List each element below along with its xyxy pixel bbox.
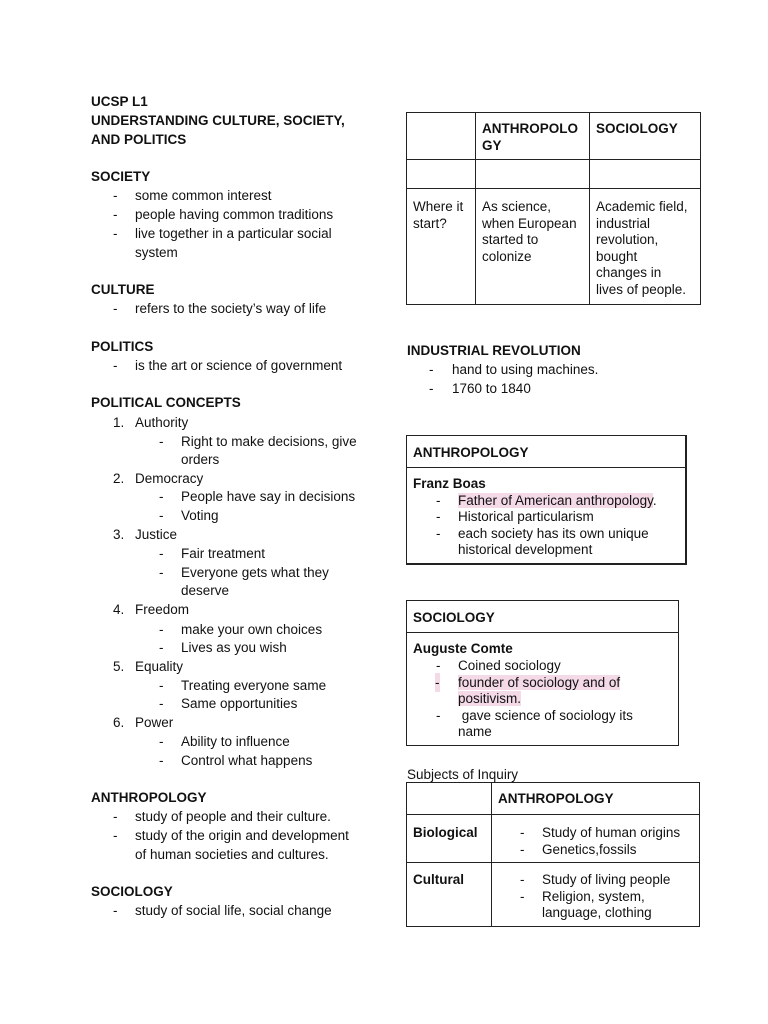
- concept-sub: make your own choices: [181, 622, 323, 637]
- politics-item: is the art or science of government: [135, 358, 343, 373]
- concept-sub: Lives as you wish: [181, 640, 287, 655]
- concept-number: 3.: [113, 527, 125, 542]
- concept-sub: Control what happens: [181, 753, 313, 768]
- concept-name: Freedom: [135, 602, 190, 617]
- bullet-dash: -: [159, 546, 164, 561]
- inquiry-caption: Subjects of Inquiry: [407, 767, 519, 782]
- empty-cell: [590, 160, 701, 189]
- sociology-box-item: Coined sociology: [458, 658, 561, 673]
- inquiry-item: [520, 842, 693, 859]
- sociology-box-item: gave science of sociology its: [458, 708, 633, 723]
- row-label-where-it-start: Where it start?: [407, 189, 476, 305]
- bullet-dash: -: [520, 841, 525, 857]
- inquiry-row-content: [492, 863, 700, 927]
- bullet-dash: -: [159, 734, 164, 749]
- inquiry-item-text: Genetics,fossils: [542, 841, 637, 857]
- concept-number: 2.: [113, 471, 125, 486]
- bullet-dash: -: [436, 526, 441, 541]
- highlighted-text: positivism.: [458, 691, 522, 706]
- inquiry-item: [520, 872, 693, 889]
- bullet-dash: -: [435, 675, 440, 690]
- inquiry-item-cont: [520, 905, 693, 922]
- society-heading: SOCIETY: [91, 169, 151, 184]
- bullet-dash: -: [159, 434, 164, 449]
- concept-name: Justice: [135, 527, 178, 542]
- concept-sub: Fair treatment: [181, 546, 266, 561]
- concept-sub: People have say in decisions: [181, 489, 356, 504]
- society-item: live together in a particular social: [135, 226, 332, 241]
- bullet-dash: -: [159, 696, 164, 711]
- anthropology-box-title: ANTHROPOLOGY: [407, 436, 685, 468]
- comparison-table: [406, 112, 701, 305]
- empty-cell: [476, 160, 590, 189]
- bullet-dash: -: [436, 493, 441, 508]
- anthropology-person: Franz Boas: [413, 476, 486, 491]
- inquiry-header-anthropology: ANTHROPOLOGY: [492, 783, 700, 815]
- inquiry-table: [406, 782, 700, 927]
- culture-item: refers to the society’s way of life: [135, 301, 327, 316]
- concept-sub: Same opportunities: [181, 696, 298, 711]
- concept-sub: Everyone gets what they: [181, 565, 329, 580]
- anthropology-box-item-cont: historical development: [458, 542, 593, 557]
- sociology-box: [406, 600, 679, 746]
- anthropology-start-cell: As science, when European started to colonize: [476, 189, 590, 305]
- bullet-dash: -: [113, 828, 118, 843]
- anthropology-box: [406, 435, 687, 565]
- sociology-start-cell: Academic field, industrial revolution, bought changes in lives of people.: [590, 189, 701, 305]
- trailing-period: .: [652, 493, 657, 508]
- bullet-dash: -: [429, 362, 434, 377]
- bullet-dash: -: [520, 888, 525, 904]
- concept-sub: Ability to influence: [181, 734, 290, 749]
- politics-heading: POLITICS: [91, 339, 154, 354]
- bullet-dash: -: [113, 358, 118, 373]
- header-sociology: SOCIOLOGY: [590, 113, 701, 160]
- inquiry-row-content: [492, 815, 700, 863]
- industrial-heading: INDUSTRIAL REVOLUTION: [407, 343, 581, 358]
- sociology-heading: SOCIOLOGY: [91, 884, 173, 899]
- society-item: some common interest: [135, 188, 272, 203]
- bullet-dash: -: [113, 226, 118, 241]
- sociology-box-item-cont: name: [458, 724, 492, 739]
- bullet-dash: -: [113, 188, 118, 203]
- doc-title-line2: AND POLITICS: [91, 132, 187, 147]
- anthropology-item: study of the origin and development: [135, 828, 349, 843]
- bullet-dash: -: [436, 509, 441, 524]
- bullet-dash: -: [520, 825, 525, 840]
- bullet-dash: -: [113, 301, 118, 316]
- doc-code: UCSP L1: [91, 94, 148, 109]
- culture-heading: CULTURE: [91, 282, 155, 297]
- inquiry-row-label: Biological: [407, 815, 492, 863]
- sociology-item: study of social life, social change: [135, 903, 332, 918]
- concept-number: 5.: [113, 659, 125, 674]
- inquiry-item: [520, 889, 693, 906]
- concept-sub: Treating everyone same: [181, 678, 327, 693]
- bullet-dash: -: [113, 207, 118, 222]
- anthropology-heading: ANTHROPOLOGY: [91, 790, 207, 805]
- bullet-dash: -: [159, 622, 164, 637]
- concept-name: Democracy: [135, 471, 204, 486]
- inquiry-item-text: Study of living people: [542, 872, 671, 887]
- header-anthropology: ANTHROPOLO GY: [476, 113, 590, 160]
- bullet-dash: -: [159, 678, 164, 693]
- inquiry-row-label: Cultural: [407, 863, 492, 927]
- concept-number: 1.: [113, 415, 125, 430]
- industrial-item: hand to using machines.: [452, 362, 599, 377]
- bullet-dash: -: [159, 489, 164, 504]
- inquiry-item: [520, 825, 693, 842]
- bullet-dash: -: [159, 565, 164, 580]
- concept-sub: Voting: [181, 508, 219, 523]
- bullet-dash: -: [159, 508, 164, 523]
- industrial-item: 1760 to 1840: [452, 381, 531, 396]
- society-item-cont: system: [135, 245, 178, 260]
- inquiry-item-text: language, clothing: [542, 905, 652, 920]
- concepts-heading: POLITICAL CONCEPTS: [91, 395, 241, 410]
- concept-sub-cont: deserve: [181, 583, 230, 598]
- sociology-person: Auguste Comte: [413, 641, 513, 656]
- doc-title-line1: UNDERSTANDING CULTURE, SOCIETY,: [91, 113, 345, 128]
- table-corner-cell: [407, 783, 492, 815]
- table-corner-cell: [407, 113, 476, 160]
- concept-name: Authority: [135, 415, 189, 430]
- bullet-dash: -: [113, 809, 118, 824]
- bullet-dash: -: [436, 658, 441, 673]
- concept-sub-cont: orders: [181, 452, 220, 467]
- concept-name: Equality: [135, 659, 184, 674]
- highlighted-text: founder of sociology and of: [458, 675, 621, 690]
- concept-number: 4.: [113, 602, 125, 617]
- concept-number: 6.: [113, 715, 125, 730]
- bullet-dash: -: [113, 903, 118, 918]
- sociology-box-title: SOCIOLOGY: [407, 601, 678, 633]
- anthropology-item-cont: of human societies and cultures.: [135, 847, 329, 862]
- inquiry-item-text: Religion, system,: [542, 888, 645, 904]
- concept-sub: Right to make decisions, give: [181, 434, 357, 449]
- bullet-dash: -: [159, 640, 164, 655]
- society-item: people having common traditions: [135, 207, 334, 222]
- anthropology-box-item: Historical particularism: [458, 509, 594, 524]
- bullet-dash: -: [436, 708, 441, 723]
- concept-name: Power: [135, 715, 174, 730]
- anthropology-item: study of people and their culture.: [135, 809, 331, 824]
- empty-cell: [407, 160, 476, 189]
- anthropology-box-item: each society has its own unique: [458, 526, 649, 541]
- inquiry-item-text: Study of human origins: [542, 825, 681, 840]
- bullet-dash: -: [159, 753, 164, 768]
- highlighted-text: Father of American anthropology: [458, 493, 653, 508]
- bullet-dash: -: [520, 872, 525, 887]
- bullet-dash: -: [429, 381, 434, 396]
